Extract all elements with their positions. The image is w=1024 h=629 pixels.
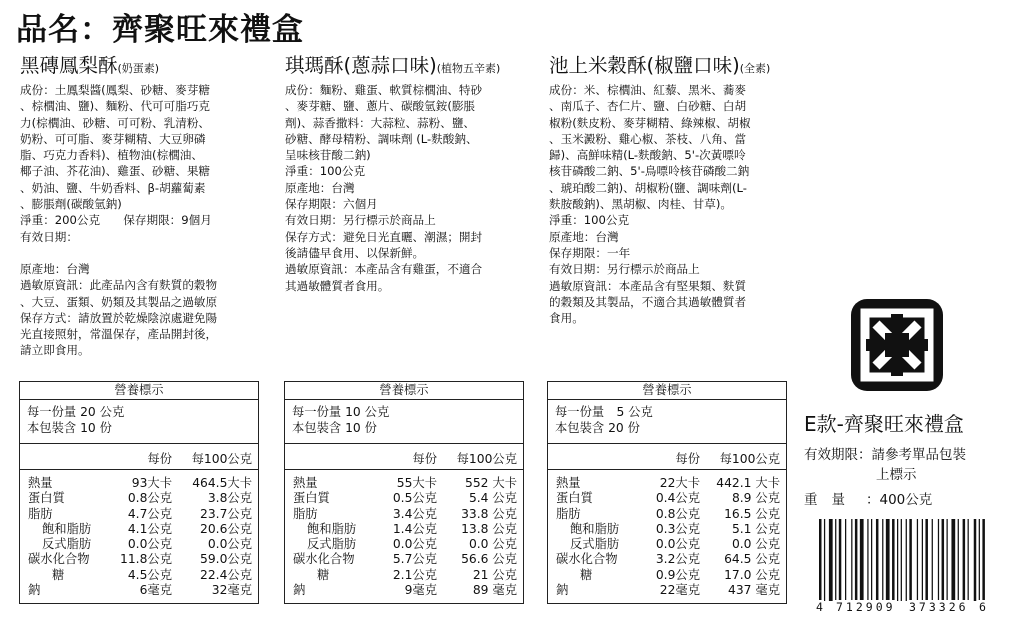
per-serving-value: 1.4公克: [392, 521, 437, 536]
nutrient-label: 熱量: [293, 476, 318, 490]
barcode-bar: [968, 519, 969, 601]
expiry-label-2: 上標示: [876, 467, 917, 483]
barcode-bar: [932, 519, 933, 601]
info-line: 呈味核苷酸二鈉): [285, 148, 371, 163]
per-100g-value: 5.4 公克: [468, 491, 517, 506]
nutrient-rows: [20, 470, 258, 603]
nutrient-row: [285, 552, 523, 567]
column-headers: [285, 444, 523, 470]
barcode-bar: [829, 519, 833, 601]
per-serving-value: 3.2公克: [655, 552, 700, 567]
servings-per-pack: 本包裝含 10 份: [292, 421, 377, 435]
product-name-line: [20, 54, 272, 81]
nutrient-label: 鈉: [28, 583, 41, 598]
barcode-bar: [860, 519, 864, 601]
per-serving-value: 0.8公克: [655, 506, 700, 521]
nutrient-row: [548, 476, 786, 491]
barcode-bar: [845, 519, 846, 601]
box-info: [804, 408, 1014, 508]
per-serving-value: 9毫克: [404, 583, 437, 598]
col-per-serving: 每份: [147, 452, 172, 466]
info-line: 淨重：200公克 保存期限：9個月: [20, 213, 212, 228]
barcode-check-digit: 6: [979, 600, 986, 614]
info-line: 、南瓜子、杏仁片、鹽、白砂糖、白胡: [549, 99, 747, 114]
barcode-bar: [947, 519, 948, 601]
serving-info: [20, 400, 258, 444]
barcode-bar: [867, 519, 868, 601]
info-line: 椰子油、芥花油)、雞蛋、砂糖、果糖: [20, 164, 211, 179]
barcode-bar: [901, 519, 902, 601]
info-line: 原產地：台灣: [285, 180, 355, 195]
nutrient-row: [285, 476, 523, 491]
nutrient-label: 熱量: [28, 476, 53, 490]
nutrient-row: [548, 552, 786, 567]
expiry-label: 有效期限：請參考單品包裝: [804, 447, 966, 463]
info-line: 脂、巧克力香料)、植物油(棕櫚油、: [20, 148, 203, 163]
barcode-bar: [871, 519, 872, 601]
per-serving-value: 0.8公克: [127, 491, 172, 506]
info-line: 原產地：台灣: [20, 261, 90, 276]
per-100g-value: 32毫克: [211, 583, 252, 598]
serving-size: 每一份量 20 公克: [27, 405, 125, 419]
info-line: 保存方式：請放置於乾燥陰涼處避免陽: [20, 310, 218, 325]
per-serving-value: 0.0公克: [655, 537, 700, 552]
per-100g-value: 442.1 大卡: [716, 476, 780, 490]
info-line: 椒粉(麩皮粉、麥芽糊精、綠辣椒、胡椒: [549, 115, 751, 130]
nutrient-row: [285, 568, 523, 583]
info-line: 劑)、蒜香撒料：大蒜粒、蒜粉、鹽、: [285, 115, 476, 130]
info-line: 麩胺酸鈉)、黑胡椒、肉桂、甘草)。: [549, 197, 732, 212]
per-100g-value: 20.6公克: [200, 521, 252, 536]
nutrient-label: 脂肪: [28, 506, 53, 521]
nutrient-label: 碳水化合物: [556, 552, 618, 567]
barcode-bar: [892, 519, 895, 601]
nutrient-label: 蛋白質: [28, 491, 65, 506]
per-100g-value: 17.0 公克: [724, 567, 780, 582]
per-serving-value: 6毫克: [139, 583, 172, 598]
nutrient-label: 飽和脂肪: [42, 521, 92, 536]
info-line: 有效日期：: [20, 229, 78, 244]
barcode: [815, 519, 987, 601]
weight-value: ：400公克: [866, 492, 933, 508]
barcode-bar: [909, 519, 912, 601]
nutrition-table: [547, 381, 787, 604]
per-100g-value: 0.0公克: [207, 537, 252, 552]
nutrient-label: 碳水化合物: [28, 552, 90, 567]
page-title: 品名：齊聚旺來禮盒: [16, 12, 304, 48]
nutrient-row: [548, 583, 786, 598]
info-line: 過敏原資訊：本產品含有雞蛋，不適合: [285, 262, 483, 277]
nutrient-label: 反式脂肪: [570, 537, 620, 552]
col-per-100g: 每100公克: [191, 452, 252, 466]
info-line: 核苷磷酸二鈉、5'-鳥嘌呤核苷磷酸二鈉: [549, 164, 750, 179]
per-serving-value: 3.4公克: [392, 506, 437, 521]
serving-info: [285, 400, 523, 444]
nutrient-row: [20, 491, 258, 506]
nutrition-heading: 營養標示: [285, 382, 523, 400]
info-line: 請立即食用。: [20, 343, 90, 358]
per-serving-value: 4.1公克: [127, 521, 172, 536]
diet-note: (全素): [739, 62, 771, 75]
box-title: E款-齊聚旺來禮盒: [804, 412, 964, 436]
per-100g-value: 64.5 公克: [724, 552, 780, 567]
column-headers: [20, 444, 258, 470]
info-line: 奶粉、可可脂、麥芽糊精、大豆卵磷: [20, 131, 206, 146]
net-weight: [804, 488, 1014, 508]
nutrient-row: [20, 583, 258, 598]
nutrient-row: [20, 522, 258, 537]
info-line: 成份：土鳳梨醬(鳳梨、砂糖、麥芽糖: [20, 83, 211, 97]
nutrient-row: [285, 537, 523, 552]
nutrient-label: 熱量: [556, 476, 581, 490]
nutrient-row: [20, 507, 258, 522]
info-line: 其過敏體質者食用。: [285, 278, 390, 293]
nutrient-rows: [285, 470, 523, 603]
nutrient-row: [548, 522, 786, 537]
nutrient-row: [285, 522, 523, 537]
barcode-bar: [851, 519, 852, 601]
per-100g-value: 16.5 公克: [724, 506, 780, 521]
info-line: 、琥珀酸二鈉)、胡椒粉(鹽、調味劑(L-: [549, 180, 747, 195]
nutrition-heading: 營養標示: [20, 382, 258, 400]
serving-size: 每一份量 5 公克: [555, 405, 653, 419]
barcode-bar: [974, 519, 977, 601]
per-serving-value: 0.9公克: [655, 567, 700, 582]
info-line: 、棕櫚油、鹽)、麵粉、代可可脂巧克: [20, 99, 211, 114]
nutrient-row: [20, 537, 258, 552]
per-100g-value: 22.4公克: [200, 567, 252, 582]
info-line: 、膨脹劑(碳酸氫鈉): [20, 197, 122, 212]
barcode-bar: [951, 519, 955, 601]
per-100g-value: 5.1 公克: [731, 521, 780, 536]
diet-note: (植物五辛素): [436, 62, 501, 75]
info-line: 成份：米、棕櫚油、紅藜、黑米、蕎麥: [549, 83, 747, 97]
product-name-line: [549, 54, 801, 81]
info-line: 、奶油、鹽、牛奶香料、β-胡蘿蔔素: [20, 180, 206, 195]
per-serving-value: 0.3公克: [655, 521, 700, 536]
per-serving-value: 5.7公克: [392, 552, 437, 567]
diet-note: (奶蛋素): [117, 62, 160, 75]
barcode-bar: [922, 519, 923, 601]
product-name-line: [285, 54, 537, 81]
barcode-bar: [958, 519, 959, 601]
barcode-bar: [819, 519, 822, 601]
nutrition-heading: 營養標示: [548, 382, 786, 400]
nutrient-label: 碳水化合物: [293, 552, 355, 567]
barcode-group-2: 373326: [909, 600, 969, 614]
info-line: 過敏原資訊：此產品內含有麩質的穀物: [20, 278, 218, 293]
per-100g-value: 464.5大卡: [192, 476, 252, 490]
per-100g-value: 0.0 公克: [468, 537, 517, 552]
info-line: 、大豆、蛋類、奶類及其製品之過敏原: [20, 294, 218, 309]
nutrient-label: 糖: [317, 567, 330, 582]
nutrient-rows: [548, 470, 786, 603]
per-serving-value: 22毫克: [659, 583, 700, 598]
per-100g-value: 437 毫克: [728, 583, 780, 598]
nutrient-row: [285, 583, 523, 598]
expiry-info: [804, 445, 1014, 485]
nutrient-row: [20, 568, 258, 583]
barcode-bar: [876, 519, 879, 601]
nutrient-label: 鈉: [293, 583, 306, 598]
nutrient-row: [548, 537, 786, 552]
product-info: [20, 54, 272, 359]
product-name: 黑磚鳳梨酥: [20, 54, 118, 77]
per-serving-value: 55大卡: [396, 476, 437, 490]
info-line: 保存期限：六個月: [285, 197, 378, 212]
product-name: 琪瑪酥(蔥蒜口味): [285, 54, 437, 77]
barcode-bar: [824, 519, 825, 601]
info-line: 的穀類及其製品，不適合其過敏體質者: [549, 294, 747, 309]
per-100g-value: 23.7公克: [200, 506, 252, 521]
info-line: 保存期限：一年: [549, 245, 631, 260]
product-info: [285, 54, 537, 294]
weight-key: 重量: [804, 492, 859, 508]
per-serving-value: 0.5公克: [392, 491, 437, 506]
info-line: 原產地：台灣: [549, 229, 619, 244]
barcode-bar: [839, 519, 842, 601]
barcode-bar: [917, 519, 918, 601]
column-headers: [548, 444, 786, 470]
col-per-serving: 每份: [412, 452, 437, 466]
info-line: 、麥芽糖、鹽、蔥片、碳酸氫銨(膨脹: [285, 99, 476, 114]
nutrient-label: 蛋白質: [556, 491, 593, 506]
nutrient-label: 鈉: [556, 583, 569, 598]
barcode-bar: [886, 519, 890, 601]
nutrient-label: 糖: [52, 567, 65, 582]
per-100g-value: 21 公克: [472, 567, 517, 582]
nutrient-label: 飽和脂肪: [570, 521, 620, 536]
barcode-group-1: 712909: [836, 600, 896, 614]
per-100g-value: 33.8 公克: [461, 506, 517, 521]
per-serving-value: 0.4公克: [655, 491, 700, 506]
info-line: 歸)、高鮮味精(L-麩酸鈉、5'-次黃嘌呤: [549, 148, 746, 163]
info-line: 成份：麵粉、雞蛋、軟質棕櫚油、特砂: [285, 83, 483, 97]
info-line: 淨重：100公克: [285, 164, 366, 179]
serving-info: [548, 400, 786, 444]
info-line: 有效日期：另行標示於商品上: [549, 262, 700, 277]
nutrient-label: 反式脂肪: [42, 537, 92, 552]
nutrient-label: 脂肪: [293, 506, 318, 521]
per-serving-value: 22大卡: [659, 476, 700, 490]
info-line: 有效日期：另行標示於商品上: [285, 213, 436, 228]
per-100g-value: 552 大卡: [465, 476, 517, 490]
barcode-bar: [906, 519, 907, 601]
servings-per-pack: 本包裝含 10 份: [27, 421, 112, 435]
per-100g-value: 59.0公克: [200, 552, 252, 567]
nutrient-label: 飽和脂肪: [307, 521, 357, 536]
nutrient-label: 糖: [580, 567, 593, 582]
nutrient-row: [285, 491, 523, 506]
barcode-bar: [963, 519, 966, 601]
per-100g-value: 13.8 公克: [461, 521, 517, 536]
barcode-bar: [835, 519, 836, 601]
per-serving-value: 4.5公克: [127, 567, 172, 582]
barcode-bar: [882, 519, 883, 601]
per-100g-value: 8.9 公克: [731, 491, 780, 506]
info-line: 過敏原資訊：本產品含有堅果類、麩質: [549, 278, 747, 293]
recycle-icon: [851, 299, 943, 391]
nutrition-table: [284, 381, 524, 604]
barcode-bar: [942, 519, 945, 601]
per-100g-value: 89 毫克: [472, 583, 517, 598]
info-line: 保存方式：避免日光直曬、潮濕；開封: [285, 229, 483, 244]
product-info: [549, 54, 801, 326]
nutrient-row: [548, 507, 786, 522]
info-line: 光直接照射，常溫保存，產品開封後，: [20, 327, 218, 342]
barcode-bar: [855, 519, 858, 601]
nutrient-label: 脂肪: [556, 506, 581, 521]
per-serving-value: 2.1公克: [392, 567, 437, 582]
info-line: 食用。: [549, 311, 584, 326]
info-line: 力(棕櫚油、砂糖、可可粉、乳清粉、: [20, 115, 211, 130]
barcode-bar: [938, 519, 939, 601]
barcode-bar: [925, 519, 928, 601]
per-100g-value: 56.6 公克: [461, 552, 517, 567]
nutrient-row: [285, 507, 523, 522]
per-serving-value: 93大卡: [131, 476, 172, 490]
per-100g-value: 3.8公克: [207, 491, 252, 506]
nutrition-table: [19, 381, 259, 604]
col-per-serving: 每份: [675, 452, 700, 466]
nutrient-row: [548, 568, 786, 583]
info-line: 砂糖、酵母精粉、調味劑 (L-麩酸鈉、: [285, 131, 478, 146]
barcode-bar: [979, 519, 980, 601]
nutrient-row: [20, 476, 258, 491]
per-serving-value: 11.8公克: [120, 552, 172, 567]
barcode-number: [815, 600, 987, 614]
per-100g-value: 0.0 公克: [731, 537, 780, 552]
info-line: 淨重：100公克: [549, 213, 630, 228]
nutrient-label: 蛋白質: [293, 491, 330, 506]
servings-per-pack: 本包裝含 20 份: [555, 421, 640, 435]
barcode-lead-digit: 4: [816, 600, 823, 614]
per-serving-value: 0.0公克: [392, 537, 437, 552]
nutrient-label: 反式脂肪: [307, 537, 357, 552]
info-line: 後請儘早食用、以保新鮮。: [285, 245, 425, 260]
nutrient-row: [20, 552, 258, 567]
per-serving-value: 4.7公克: [127, 506, 172, 521]
serving-size: 每一份量 10 公克: [292, 405, 390, 419]
barcode-bar: [897, 519, 898, 601]
col-per-100g: 每100公克: [456, 452, 517, 466]
info-line: 、玉米澱粉、雞心椒、茶枝、八角、當: [549, 131, 747, 146]
product-name: 池上米穀酥(椒鹽口味): [549, 54, 740, 77]
per-serving-value: 0.0公克: [127, 537, 172, 552]
nutrient-row: [548, 491, 786, 506]
col-per-100g: 每100公克: [719, 452, 780, 466]
barcode-bar: [982, 519, 985, 601]
